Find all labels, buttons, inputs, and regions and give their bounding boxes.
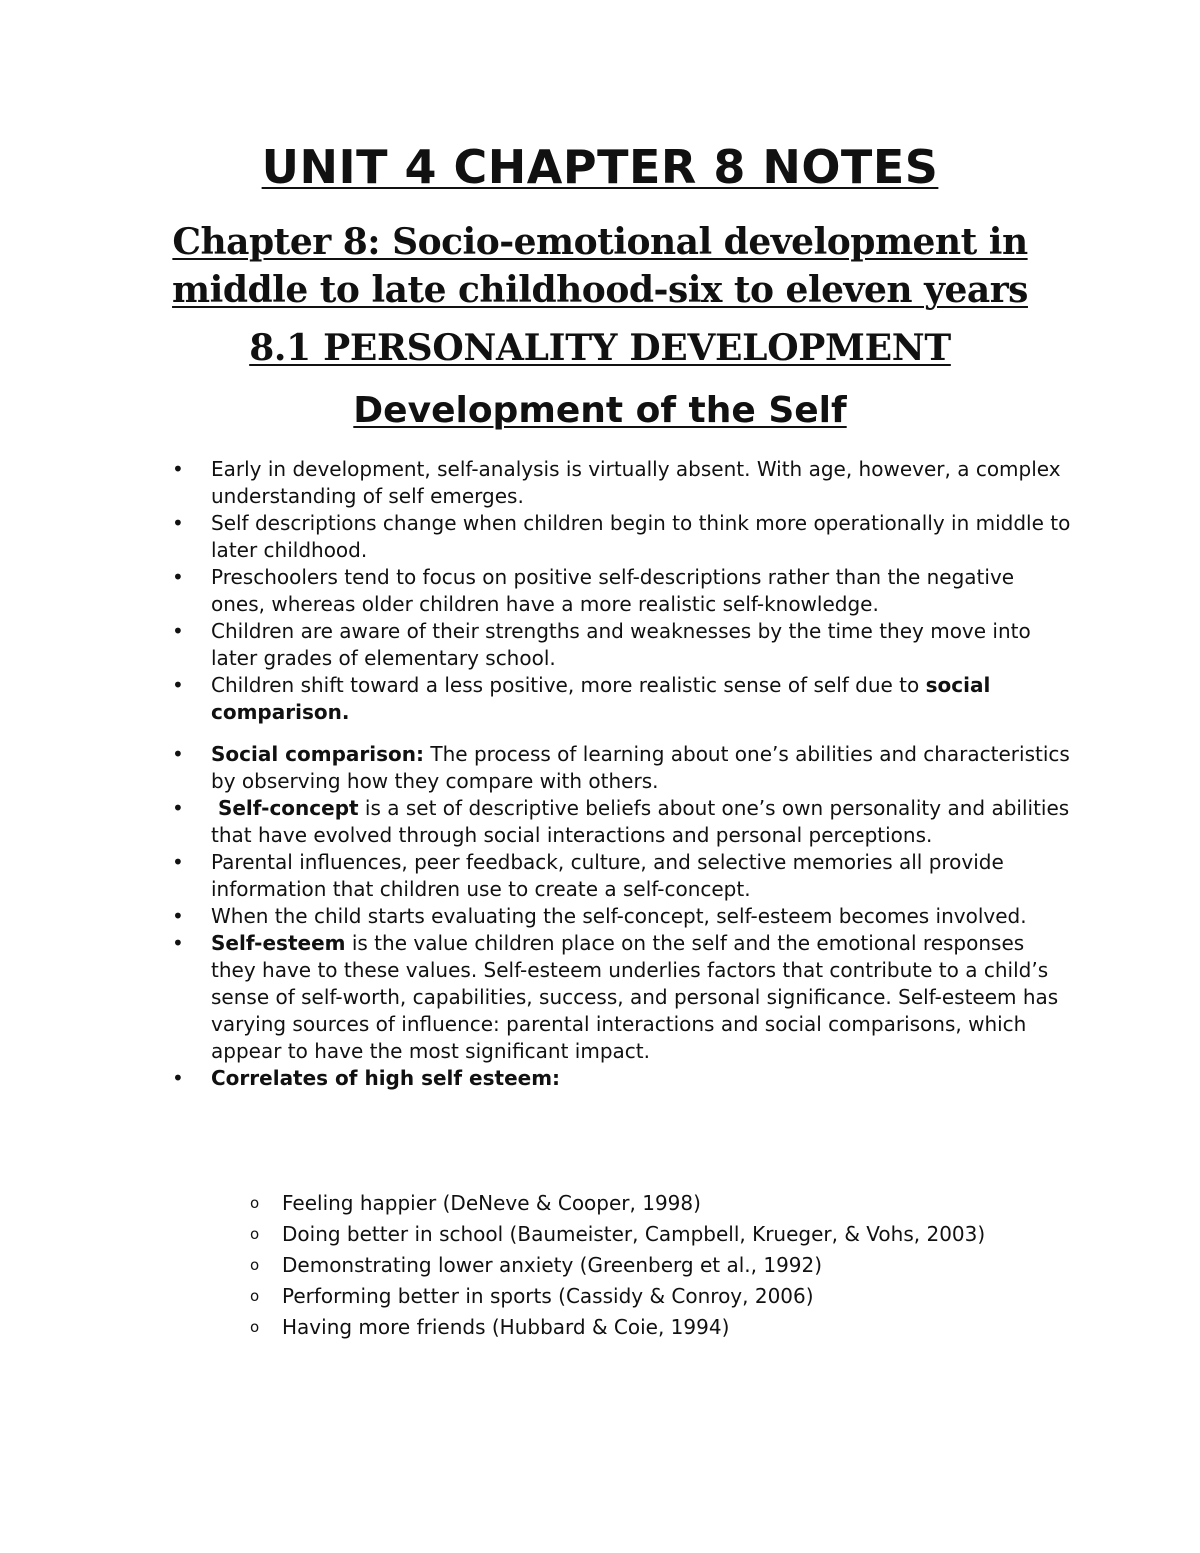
sub-list-item: [0, 1188, 1142, 1219]
list-item-term: Self-concept: [211, 796, 359, 820]
list-item-text: Parental influences, peer feedback, culture, and selective memories all provide information that children use to create a self-concept.: [211, 850, 1004, 901]
circle-bullet-icon: o: [250, 1287, 260, 1305]
list-item-term: Self-esteem: [211, 931, 346, 955]
sub-list-item: [0, 1250, 1142, 1281]
list-item-text: Children shift toward a less positive, more realistic sense of self due to: [211, 673, 926, 697]
sub-list-item: [0, 1281, 1142, 1312]
list-item-text: Self descriptions change when children begin to think more operationally in middle to later childhood.: [211, 511, 1071, 562]
sub-list-item-text: Performing better in sports (Cassidy & Conroy, 2006): [282, 1284, 814, 1308]
bullet-icon: •: [172, 457, 184, 481]
sub-list-item-text: Having more friends (Hubbard & Coie, 1994): [282, 1315, 730, 1339]
list-item-term: Correlates of high self esteem:: [211, 1066, 561, 1090]
bullet-icon: •: [172, 904, 184, 928]
list-item: [0, 849, 1071, 903]
chapter-title-line-1: Chapter 8: Socio-emotional development in: [172, 221, 1028, 263]
list-item: [0, 456, 1071, 510]
sub-list-item-text: Feeling happier (DeNeve & Cooper, 1998): [282, 1191, 701, 1215]
list-item-text: is a set of descriptive beliefs about one’s own personality and abilities that have evolved through social interactions and personal perceptions.: [211, 796, 1070, 847]
chapter-title: [0, 218, 1200, 314]
list-item-text: is the value children place on the self and the emotional responses they have to these values. Self-esteem underlies factors that contribute to a child’s sense of self-worth, capabilities, success, and personal significance. Self-esteem has varying sources of influence: parental interactions and social comparisons, which appear to have the most significant impact.: [211, 931, 1059, 1063]
list-item: [0, 672, 1071, 726]
sub-list-item: [0, 1312, 1142, 1343]
sub-list-item: [0, 1219, 1142, 1250]
list-item-term: social comparison.: [211, 673, 991, 724]
list-item-text: Early in development, self-analysis is virtually absent. With age, however, a complex understanding of self emerges.: [211, 457, 1061, 508]
bullet-icon: •: [172, 511, 184, 535]
list-item: [0, 1065, 1071, 1092]
list-item: [0, 930, 1071, 1065]
bullet-icon: •: [172, 796, 184, 820]
bullet-icon: •: [172, 850, 184, 874]
bullet-icon: •: [172, 619, 184, 643]
circle-bullet-icon: o: [250, 1318, 260, 1336]
bullet-icon: •: [172, 931, 184, 955]
list-item-text: The process of learning about one’s abilities and characteristics by observing how they compare with others.: [211, 742, 1070, 793]
section-title: 8.1 PERSONALITY DEVELOPMENT: [249, 327, 951, 369]
bullet-list-2: [0, 741, 1071, 1092]
list-item: [0, 741, 1071, 795]
sub-list-item-text: Demonstrating lower anxiety (Greenberg et al., 1992): [282, 1253, 823, 1277]
bullet-list-1: [0, 456, 1071, 726]
list-item-text: Children are aware of their strengths and weaknesses by the time they move into later grades of elementary school.: [211, 619, 1031, 670]
list-item: [0, 903, 1071, 930]
chapter-title-line-2: middle to late childhood-six to eleven years: [172, 269, 1028, 311]
subsection-title: Development of the Self: [353, 390, 847, 431]
circle-bullet-icon: o: [250, 1194, 260, 1212]
circle-bullet-icon: o: [250, 1256, 260, 1274]
list-item: [0, 564, 1071, 618]
list-item: [0, 618, 1071, 672]
list-item: [0, 795, 1071, 849]
list-item: [0, 510, 1071, 564]
sub-list-item-text: Doing better in school (Baumeister, Campbell, Krueger, & Vohs, 2003): [282, 1222, 986, 1246]
bullet-icon: •: [172, 673, 184, 697]
list-item-text: When the child starts evaluating the self-concept, self-esteem becomes involved.: [211, 904, 1027, 928]
list-item-term: Social comparison:: [211, 742, 425, 766]
correlates-list: [0, 1188, 1142, 1343]
bullet-icon: •: [172, 742, 184, 766]
unit-title: UNIT 4 CHAPTER 8 NOTES: [261, 140, 939, 194]
bullet-icon: •: [172, 1066, 184, 1090]
bullet-icon: •: [172, 565, 184, 589]
circle-bullet-icon: o: [250, 1225, 260, 1243]
list-item-text: Preschoolers tend to focus on positive self-descriptions rather than the negative ones, whereas older children have a more realistic self-knowledge.: [211, 565, 1015, 616]
